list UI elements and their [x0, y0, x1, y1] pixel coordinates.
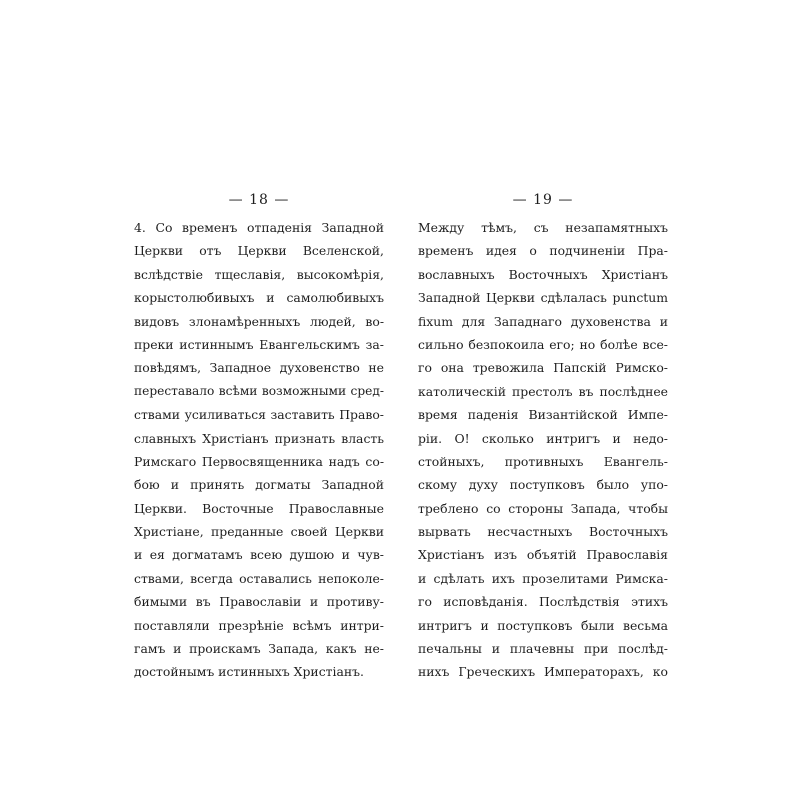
text-line: ріи. О! сколько интригъ и недо-	[418, 430, 668, 446]
text-line: католическій престолъ въ послѣднее	[418, 383, 668, 399]
text-line: Между тѣмъ, съ незапамятныхъ	[418, 220, 668, 235]
text-line: вслѣдствіе тщеславія, высокомѣрія,	[134, 266, 384, 282]
left-page	[134, 188, 384, 684]
text-line: Церкви отъ Церкви Вселенской,	[134, 243, 384, 259]
text-line: переставало всѣми возможными сред-	[134, 383, 384, 398]
text-line: вославныхъ Восточныхъ Христіанъ	[418, 266, 668, 282]
right-page	[418, 188, 668, 684]
text-line: вырвать несчастныхъ Восточныхъ	[418, 524, 668, 540]
text-line: треблено со стороны Запада, чтобы	[418, 500, 668, 516]
text-line: fixum для Западнаго духовенства и	[418, 313, 668, 329]
text-line: поставляли презрѣніе всѣмъ интри-	[134, 617, 384, 633]
right-page-text	[418, 216, 668, 684]
text-line: Западной Церкви сдѣлалась punctum	[418, 290, 668, 306]
text-line: интригъ и поступковъ были весьма	[418, 617, 668, 633]
text-line: Христіанъ изъ объятій Православія	[418, 547, 668, 563]
text-line: и ея догматамъ всею душою и чув-	[134, 547, 384, 563]
text-line: Христіане, преданные своей Церкви	[134, 524, 384, 540]
text-line: славныхъ Христіанъ признать власть	[134, 430, 384, 446]
text-line: нихъ Греческихъ Императорахъ, ко	[418, 664, 668, 680]
left-page-text	[134, 216, 384, 684]
text-line: временъ идея о подчиненіи Пра-	[418, 243, 668, 259]
text-line: и сдѣлать ихъ прозелитами Римска-	[418, 570, 668, 586]
text-line: бою и принять догматы Западной	[134, 477, 384, 493]
text-line: бимыми въ Православіи и противу-	[134, 594, 384, 610]
text-line: сильно безпокоила его; но болѣе все-	[418, 336, 668, 352]
right-page-number: — 19 —	[512, 192, 574, 208]
text-line: го исповѣданія. Послѣдствія этихъ	[418, 594, 668, 610]
left-page-number: — 18 —	[228, 192, 290, 208]
text-line: го она тревожила Папскій Римско-	[418, 360, 668, 376]
text-line: Римскаго Первосвященника надъ со-	[134, 453, 384, 469]
text-line: 4. Со временъ отпаденія Западной	[134, 220, 384, 235]
text-line: время паденія Византійской Импе-	[418, 407, 668, 423]
text-line: ствами усиливаться заставить Право-	[134, 407, 384, 423]
text-line: видовъ злонамѣренныхъ людей, во-	[134, 313, 384, 329]
text-line: стойныхъ, противныхъ Евангель-	[418, 453, 668, 469]
text-line: ствами, всегда оставались непоколе-	[134, 570, 384, 586]
text-line: преки истиннымъ Евангельскимъ за-	[134, 336, 384, 352]
text-line: гамъ и проискамъ Запада, какъ не-	[134, 641, 384, 657]
text-line: скому духу поступковъ было упо-	[418, 477, 668, 493]
text-line: корыстолюбивыхъ и самолюбивыхъ	[134, 290, 384, 306]
text-line: Церкви. Восточные Православные	[134, 500, 384, 516]
text-line: повѣдямъ, Западное духовенство не	[134, 360, 384, 376]
text-line: печальны и плачевны при послѣд-	[418, 641, 668, 657]
text-line: достойнымъ истинныхъ Христіанъ.	[134, 664, 364, 680]
